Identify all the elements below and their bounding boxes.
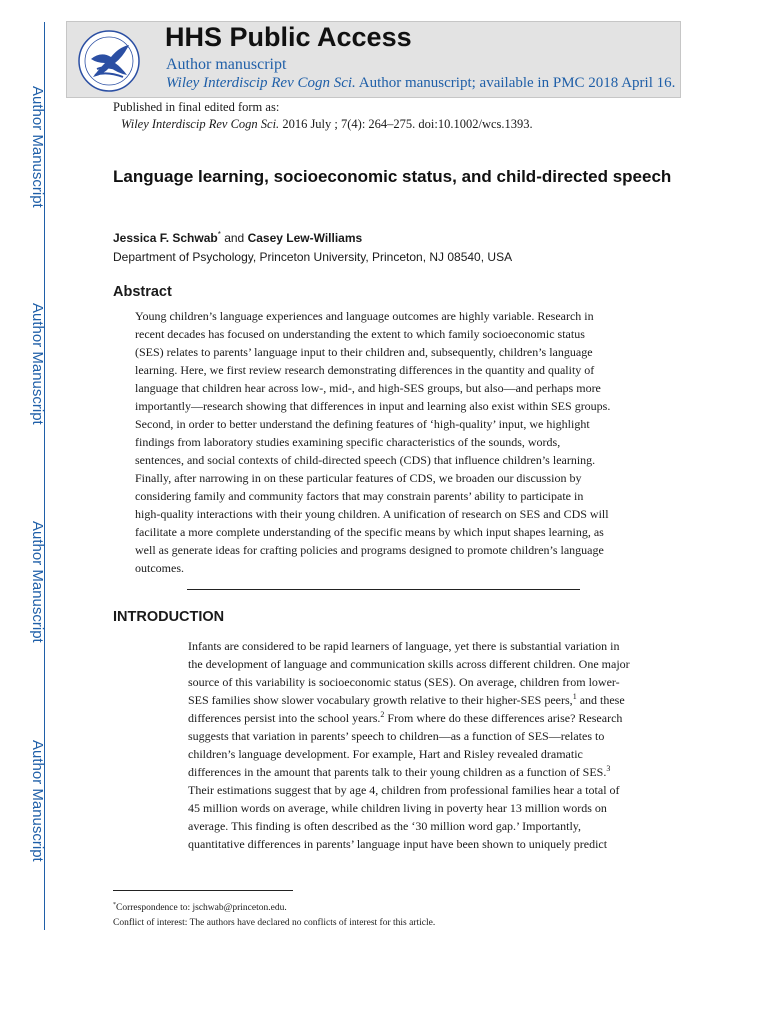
abstract-line: considering family and community factors that may constrain parents’ ability to participate in [135, 489, 584, 503]
abstract-line: high-quality interactions with their young children. A unification of research on SES and CDS will [135, 507, 609, 521]
citation-ref[interactable]: 2 [380, 710, 385, 719]
paragraph-line: children’s language development. For example, Hart and Risley revealed dramatic [188, 747, 583, 761]
line-text: differences persist into the school years. [188, 711, 381, 725]
affiliation: Department of Psychology, Princeton University, Princeton, NJ 08540, USA [113, 250, 513, 264]
published-label: Published in final edited form as: [113, 100, 280, 114]
paragraph-line [188, 763, 668, 781]
citation-ref[interactable]: 3 [606, 764, 611, 773]
abstract-line: sentences, and social contexts of child-directed speech (CDS) that influence children’s learning. [135, 453, 596, 467]
abstract-line: facilitate a more complete understanding of the specific means by which input shapes learning, as [135, 525, 604, 539]
article-title: Language learning, socioeconomic status, and child-directed speech [113, 167, 672, 186]
introduction-body [188, 637, 668, 853]
header-citation [166, 75, 675, 92]
side-label-author-manuscript: Author Manuscript [29, 86, 46, 208]
line-text: SES families show slower vocabulary growth relative to their higher-SES peers, [188, 693, 573, 707]
side-label-author-manuscript: Author Manuscript [29, 521, 46, 643]
abstract-line: outcomes. [135, 561, 184, 575]
abstract-line: language that children hear across low-, mid-, and high-SES groups, but also—and perhaps more [135, 381, 601, 395]
line-text: differences in the amount that parents talk to their young children as a function of SES. [188, 765, 607, 779]
author-conjunction: and [220, 231, 248, 245]
abstract-line: recent decades has focused on understanding the extent to which family socioeconomic status [135, 327, 585, 341]
journal-name: Wiley Interdiscip Rev Cogn Sci. [166, 75, 356, 91]
side-label-author-manuscript: Author Manuscript [29, 740, 46, 862]
hhs-eagle-seal-icon [77, 29, 141, 93]
side-label-author-manuscript: Author Manuscript [29, 303, 46, 425]
author-name: Jessica F. Schwab [113, 231, 218, 245]
abstract-line: (SES) relates to parents’ language input to their children and, subsequently, children’s language [135, 345, 593, 359]
footnote-divider [113, 890, 293, 891]
introduction-heading: INTRODUCTION [113, 609, 225, 625]
abstract-line: learning. Here, we first review research demonstrating differences in the quantity and quality of [135, 363, 595, 377]
abstract-line: importantly—research showing that differences in input and learning also exist within SES groups. [135, 399, 611, 413]
abstract-line: well as generate ideas for crafting policies and programs designed to promote children’s language [135, 543, 604, 557]
paragraph-line: Infants are considered to be rapid learners of language, yet there is substantial variation in [188, 639, 620, 653]
abstract-divider [187, 589, 580, 590]
author-manuscript-label: Author manuscript [166, 56, 287, 73]
abstract-line: Young children’s language experiences and language outcomes are highly variable. Research in [135, 309, 594, 323]
citation-availability: Author manuscript; available in PMC 2018 April 16. [355, 75, 676, 91]
footnote-conflict: Conflict of interest: The authors have declared no conflicts of interest for this article. [113, 918, 436, 928]
paragraph-line: suggests that variation in parents’ speech to children—as a function of SES—relates to [188, 729, 605, 743]
abstract-line: Finally, after narrowing in on these particular features of CDS, we broaden our discussion by [135, 471, 582, 485]
line-text: and these [576, 693, 625, 707]
citation-ref[interactable]: 1 [572, 692, 577, 701]
published-citation [121, 117, 533, 132]
journal-name: Wiley Interdiscip Rev Cogn Sci. [121, 117, 280, 131]
paragraph-line [188, 691, 668, 709]
line-text: From where do these differences arise? Research [384, 711, 623, 725]
author-name: Casey Lew-Williams [247, 231, 363, 245]
paragraph-line [188, 709, 668, 727]
footnote-correspondence [113, 902, 287, 913]
paragraph-line: source of this variability is socioeconomic status (SES). On average, children from lower- [188, 675, 620, 689]
paragraph-line: the development of language and communication skills across different children. One major [188, 657, 630, 671]
paragraph-line: average. This finding is often described as the ‘30 million word gap.’ Importantly, [188, 819, 582, 833]
paragraph-line: Their estimations suggest that by age 4, children from professional families hear a total of [188, 783, 620, 797]
abstract-line: Second, in order to better understand the defining features of ‘high-quality’ input, we highlight [135, 417, 590, 431]
abstract-line: findings from laboratory studies examining specific characteristics of the sounds, words, [135, 435, 561, 449]
corresponding-author-mark: * [217, 230, 221, 239]
author-list [113, 230, 362, 245]
footnote-text: Correspondence to: jschwab@princeton.edu. [116, 903, 287, 914]
hhs-public-access-title: HHS Public Access [165, 22, 412, 52]
abstract-body [135, 307, 635, 577]
citation-details: 2016 July ; 7(4): 264–275. doi:10.1002/wcs.1393. [279, 117, 533, 131]
paragraph-line: 45 million words on average, while children living in poverty hear 13 million words on [188, 801, 607, 815]
footnote-mark: * [113, 902, 116, 908]
abstract-heading: Abstract [113, 284, 172, 300]
paragraph-line: quantitative differences in parents’ language input have been shown to uniquely predict [188, 837, 608, 851]
